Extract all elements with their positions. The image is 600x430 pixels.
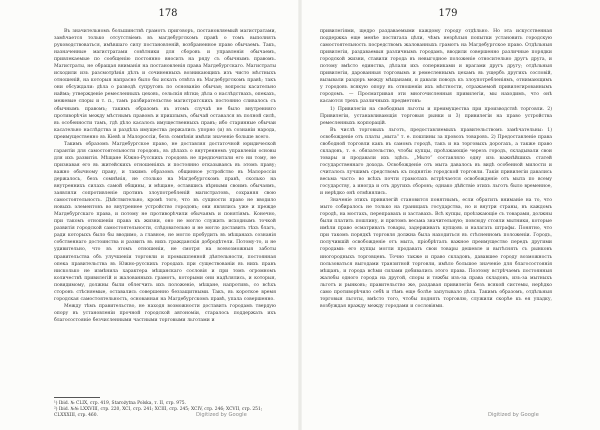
footnote-divider (54, 397, 100, 398)
paragraph: Въ значительномъ большинствѣ грамотъ приговоръ, постановляемый магистратами, замѣчается только отсутствіемъ въ магдебургскомъ правѣ о томъ выполнять руководствоваться, имѣвшаго силу постановленій, возбраненное право обычаемъ. Такъ, назначенные магистратами совѣтники для сборовъ и управленія обычаемъ, привлекаемые по сообщенію постоянно вносить на ряду съ обычнымъ правомъ. Магистраты, не обращая вниманія на постановленія права Магдебургскаго. Магистраты исходили изъ разсмотрѣнія дѣлъ и сочиненныхъ возникающихъ изъ чисто мѣстныхъ отношеній, на которыя напрасно было бы искать отвѣта въ Магдебургскомъ правѣ; такъ они обсуждали: дѣла о разводѣ супруговъ по основанію обычая; вопросы касательно найма; утвержденіе ремесленныхъ цеховъ, сельскія вѣтки; дѣла о наслѣдствахъ, опекахъ, межевые споры и т. п., тамъ разбирательство магистратскихъ постоянно сливалось съ обычнымъ правомъ; такимъ образомъ въ этомъ случаѣ не было внутренняго противорѣчія между мѣстнымъ правомъ и пришлымъ, обычай оставался въ полной силѣ, въ особенности тамъ, гдѣ дѣло касалось имущественныхъ правъ; ибо старинные обычаи касательно наслѣдства и раздѣла имущества держались упорно (и) въ сознаніи народа, преимущественно въ Кіевѣ и Малороссіи, безъ сомнѣнія имѣли значеніе больше всего. (54, 29, 276, 140)
digitization-watermark: Digitized by Google (488, 412, 539, 418)
paragraph: Въ числѣ торговыхъ льготъ, предоставляемыхъ правительствомъ замѣчательны: 1) освобожденіе отъ платы „мыта“ т. е. пошлины за провозъ товаровъ. 2) Предоставленіе права свободной торговли какъ въ самомъ городѣ, такъ и на торговыхъ дорогахъ, а также право складовъ, т. е. обязательство, чтобы купцы, проѣзжающіе черезъ городъ, складывали свои товары и продавали ихъ здѣсь. „Мыто“ составляло одну изъ важнѣйшихъ статей государственнаго дохода. Освобожденіе отъ мыта давалось въ видѣ особенной милости и считалось лучшимъ средствомъ къ поднятію городской торговли. Такія привилегіи давались весьма часто: во всѣхъ почти грамотахъ встрѣчается освобожденіе отъ мыта по всему государству, а иногда и отъ другихъ сборовъ; однако дѣйствіе этихъ льготъ было временное, и нерѣдко онѣ отмѣнялись. (320, 127, 552, 197)
paragraph: Такимъ образомъ Магдебургское право, не доставляя достаточной юридической гарантіи для самостоятельности городовъ, въ дѣлахъ о внутреннемъ управленіи основы для ихъ развитія. Мѣщане Южно-Русскихъ городовъ не предпочитали его ни тому, не признавая его въ житейскихъ отношеніяхъ и постоянно отказываясь въ этомъ праву; важно обычному праву, и такимъ образомъ общинное устройство въ Малороссіи держалось, безъ сомнѣнія, не столько на Магдебургскомъ правѣ, сколько на внутреннихъ силахъ самой общины, и мѣщане, оставшись вѣрными своимъ обычаямъ, заявляли сопротивленіе противъ злоупотребленій магистратовъ, сохраняя свою самостоятельность. Дѣйствительно, кромѣ того, что въ сущности право не вводило новыхъ элементовъ во внутреннее устройство городовъ; они являлись уже и прежде Магдебургскаго права, и потому не противорѣчили обычаямъ и понятіямъ. Конечно, при такомъ отношеніи права къ жизни, оно не могло служить исходнымъ точкой развитія городской самостоятельности, слѣдовательно и не могло доставить тѣхъ благъ, ради которыхъ было бы вводимо, а главное, не могло пробудить въ мѣщанахъ сознанія собственнаго достоинства и развить въ нихъ гражданскія добродѣтели. Потому-то, и не удивительно, что въ этомъ отношеніи, не смотря на всевозможныя заботы правительства объ улучшеніи торговли и промышленной дѣятельности, постоянная опека правительства въ Южно-русскихъ городахъ при существованіи въ нихъ правъ нисколько не измѣнила характера мѣщанскаго сословія и при томъ огромномъ количествѣ привилегій и жалованныхъ грамотъ, которыми они надѣлялись, и которыя, повидимому, должны были облегчить ихъ положеніе, мѣщане, напротивъ, со всѣхъ сторонъ стѣсняемые, оставались совершенно беззащитными. Такъ, въ короткое время городская самостоятельность, основанная на Магдебургскомъ правѣ, упала совершенно. (54, 141, 276, 302)
paragraph: привилегіями, щедро раздаваемыми каждому городу отдѣльно. Но эта искусственная поддержка еще менѣе постигала цѣли, чѣмъ незрѣлыя попытки установить городскую самостоятельность посредствомъ жалованныхъ грамотъ на Магдебургское право. Отдѣльныя привилегіи, раздаваемыя различнымъ городамъ, вводили совершенно различные порядки городской жизни, ставили города въ невыгодное положеніе относительно другъ друга, и потому вмѣсто единства, дѣлали ихъ соперниками и врагами другъ другу; отдѣльныя привилегіи, дарованныя торговымъ и ремесленнымъ цехамъ въ ущербъ другихъ сословій, вызывали раздоръ между мѣщанами, и давали поводъ къ злоупотребленіямъ, отнимающимъ у городовъ всякую опору въ отношеніи ихъ мѣстности, отражаемой привилегированнымъ городомъ. — Просматривая эти многочисленныя привилегіи, мы находимъ, что онѣ касаются трехъ различныхъ предметовъ: (320, 29, 552, 105)
page-body-text (320, 28, 552, 310)
page-number: 178 (158, 8, 178, 19)
page-body-text (54, 28, 276, 324)
paragraph: Значеніе этихъ привилегій становится понятнымъ, если обратить вниманіе на то, что мыто собиралось не только на границахъ государства, но и внутри страны, въ каждомъ городѣ, на мостахъ, переправахъ и заставахъ. Всѣ купцы, проѣзжающіе съ товарами, должны были платить пошлину, и притомъ весьма значительную; повсюду стояли мытники, которые имѣли право осматривать товары, задерживать купцовъ и налагать штрафы. Понятно, что при такомъ порядкѣ торговля должна была находиться въ стѣсненномъ положеніи. Городъ, получившій освобожденіе отъ мыта, пріобрѣталъ важное преимущество передъ другими городами: его купцы могли продавать свои товары дешевле и вытѣснять съ рынковъ иногородныхъ торговцевъ. Точно также и право складовъ, дававшее городу возможность пользоваться выгодами транзитной торговли, имѣло большое значеніе для благосостоянія мѣщанъ, и города всѣми силами добивались этого права. Поэтому встрѣчаемъ постоянныя жалобы одного города на другой, споры и тяжбы изъ-за права складовъ, изъ-за мытныхъ льготъ и рынковъ; правительство же, раздавая привилегіи безъ всякой системы, нерѣдко само противорѣчило себѣ и тѣмъ еще болѣе запутывало дѣла. Такимъ образомъ, отдѣльныя торговыя льготы, вмѣсто того, чтобы поднять торговлю, служили скорѣе къ ея упадку, возбуждая вражду между городами и сословіями. (320, 198, 552, 309)
page-number: 179 (438, 8, 458, 19)
digitization-watermark: Digitized by Google (196, 412, 247, 418)
footnote: ²) Ibid. №№ LXXVIII, стр. 220, XCI, стр. 241; XCIII, стр. 245; XCIV, стр. 246; XCVII, стр. 251; CLXXXIII, стр. 460. (54, 407, 263, 419)
right-page (300, 0, 600, 430)
paragraph: Между тѣмъ правительство, не находя возможности доставить городамъ твердую опору въ установленіи прочной городской автономіи, старалось поддержать ихъ благосостояніе безчисленными частными торговыми льготами и (54, 303, 276, 323)
paragraph: 1) Привилегіи на свободныя льготы и преимущества при производствѣ торговли. 2) Привилегіи, устанавливающія торговыя рынки и 3) привилегіи на право устройства ремесленныхъ корпорацій. (320, 106, 552, 126)
footnote: ¹) Ibid. № CLIX, стр. 419, Starożytna Polska, т. II, стр. 975. (54, 401, 186, 406)
